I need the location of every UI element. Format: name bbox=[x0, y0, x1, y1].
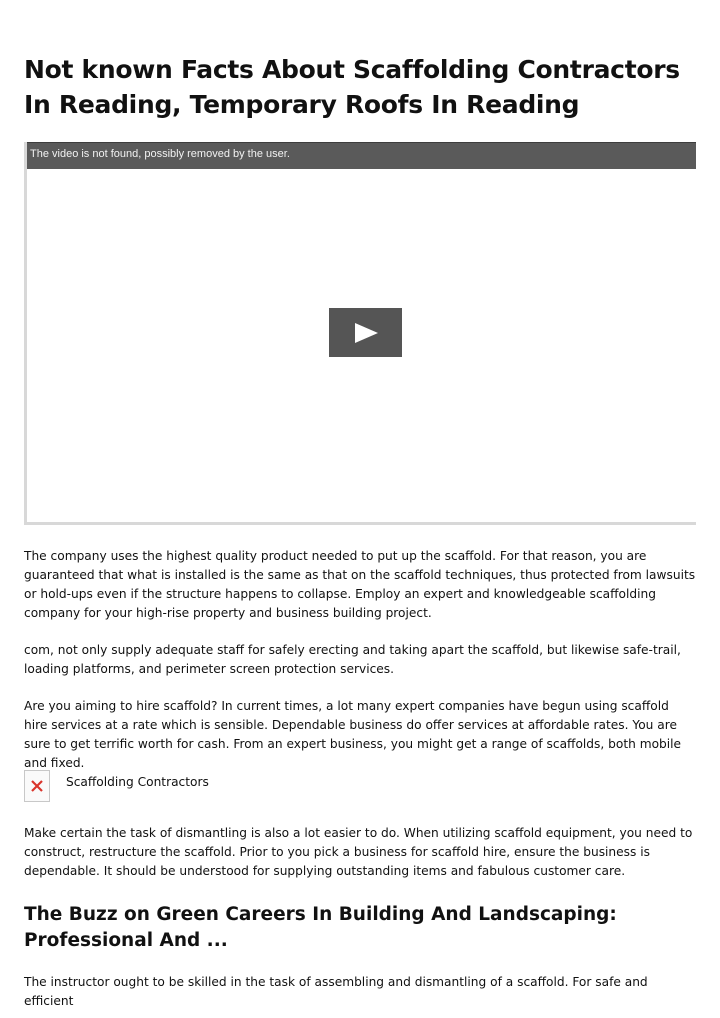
paragraph-2: com, not only supply adequate staff for safely erecting and taking apart the scaffold, but likewise safe-trail, loading platforms, and perimeter screen protection services. bbox=[24, 643, 681, 676]
paragraph-4: Make certain the task of dismantling is also a lot easier to do. When utilizing scaffold equipment, you need to construct, restructure the scaffold. Prior to you pick a business for scaffold hire, ensure the business is dependable. It should be understood for supplying outstanding items and fabulous customer care. bbox=[24, 826, 693, 878]
video-message-bar bbox=[27, 142, 696, 169]
paragraph-5: The instructor ought to be skilled in the task of assembling and dismantling of a scaffold. For safe and efficient bbox=[24, 975, 648, 1008]
play-icon bbox=[353, 322, 379, 344]
broken-image-icon bbox=[24, 770, 50, 802]
page-title: Not known Facts About Scaffolding Contractors In Reading, Temporary Roofs In Reading bbox=[24, 55, 680, 119]
image-row bbox=[24, 770, 696, 804]
video-player[interactable] bbox=[24, 142, 696, 525]
image-caption: Scaffolding Contractors bbox=[66, 775, 209, 789]
video-error-message: The video is not found, possibly removed by the user. bbox=[30, 148, 290, 160]
play-button[interactable] bbox=[329, 308, 402, 357]
section-heading: The Buzz on Green Careers In Building And Landscaping: Professional And ... bbox=[24, 904, 617, 951]
paragraph-1: The company uses the highest quality product needed to put up the scaffold. For that reason, you are guaranteed that what is installed is the same as that on the scaffold techniques, thus protected from lawsuits or hold-ups even if the structure happens to collapse. Employ an expert and knowledgeable scaffolding company for your high-rise property and business building project. bbox=[24, 549, 696, 620]
paragraph-3: Are you aiming to hire scaffold? In current times, a lot many expert companies have begun using scaffold hire services at a rate which is sensible. Dependable business do offer services at affordable rates. You are sure to get terrific worth for cash. From an expert business, you might get a range of scaffolds, both mobile and fixed. bbox=[24, 699, 682, 770]
